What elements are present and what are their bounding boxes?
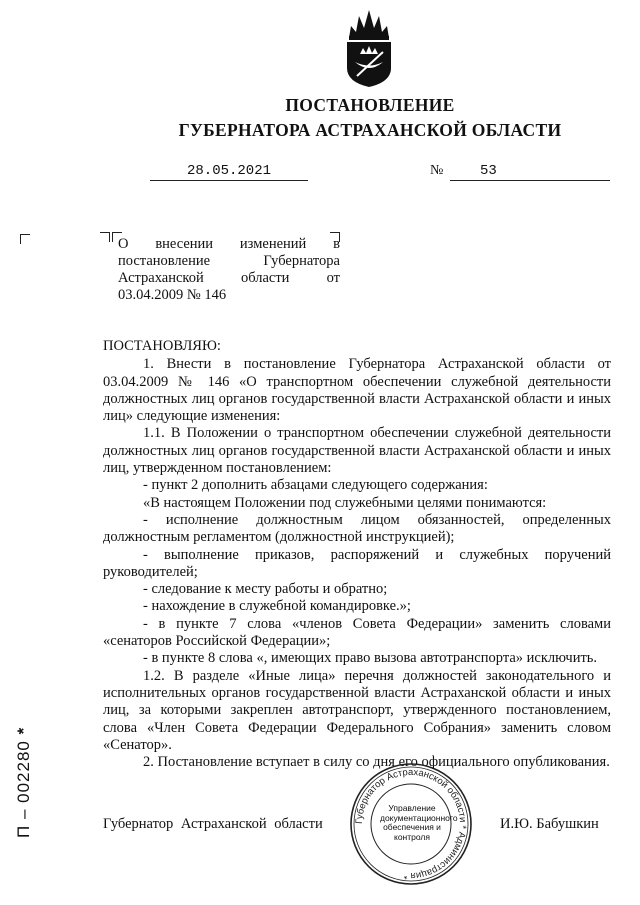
- document-subject: О внесении изменений в постановление Губернатора Астраханской области от 03.04.2009 № 146: [118, 236, 340, 303]
- registration-code: [14, 727, 34, 838]
- document-body: [103, 338, 611, 771]
- stamp-center-text: Управление документационного обеспечения и контроля: [380, 803, 458, 842]
- body-paragraph: - в пункте 8 слова «, имеющих право вызова автотранспорта» исключить.: [143, 650, 598, 667]
- registration-code-text: П – 002280: [14, 740, 33, 838]
- body-paragraph: - в пункте 7 слова «членов Совета Федерации» заменить словами «сенаторов Российской Федерации»;: [103, 615, 611, 650]
- number-sign: №: [430, 163, 444, 178]
- coat-of-arms-icon: [343, 8, 395, 88]
- asterisk-mark: *: [14, 726, 33, 735]
- body-paragraph: 1. Внести в постановление Губернатора Астраханской области от 03.04.2009 № 146 «О транспортном обеспечении служебной деятельности должностных лиц органов государственной власти Астраханской области и иных лиц» следующие изменения:: [103, 356, 611, 425]
- body-paragraph: «В настоящем Положении под служебными целями понимаются:: [143, 494, 547, 511]
- signatory-position: Губернатор Астраханской области: [103, 816, 323, 832]
- body-paragraph: - исполнение должностным лицом обязанностей, определенных должностным регламентом (должностной инструкцией);: [103, 511, 611, 546]
- document-number: 53: [450, 163, 610, 181]
- body-paragraph: - нахождение в служебной командировке.»;: [143, 598, 411, 615]
- signatory-name: И.Ю. Бабушкин: [500, 816, 599, 832]
- stamp-ring-text: Губернатор Астраханской области * Администрация *: [353, 766, 469, 882]
- body-paragraph: 2. Постановление вступает в силу со дня его официального опубликования.: [143, 754, 610, 771]
- body-paragraph: - пункт 2 дополнить абзацами следующего содержания:: [143, 477, 488, 494]
- document-date: 28.05.2021: [150, 163, 308, 181]
- body-heading: ПОСТАНОВЛЯЮ:: [103, 338, 221, 354]
- body-paragraph: 1.1. В Положении о транспортном обеспечении служебной деятельности должностных лиц органов государственной власти Астраханской области и иных лиц, утвержденном постановлением:: [103, 425, 611, 477]
- body-paragraph: - выполнение приказов, распоряжений и служебных поручений руководителей;: [103, 546, 611, 580]
- body-paragraph: 1.2. В разделе «Иные лица» перечня должностей законодательного и исполнительных органов государственной власти Астраханской области и иных лиц, за которыми закреплен автотранспорт, утвержденного постановлением, слова «Член Совета Федерации Федерального Собрания» заменить словом «Сенатор».: [103, 667, 611, 753]
- subject-left-corner-mark: [100, 232, 110, 242]
- body-paragraph: - следование к месту работы и обратно;: [143, 581, 388, 598]
- left-margin-corner-mark: [20, 234, 30, 244]
- document-title: ПОСТАНОВЛЕНИЕ: [285, 95, 455, 115]
- document-issuer: ГУБЕРНАТОРА АСТРАХАНСКОЙ ОБЛАСТИ: [178, 120, 562, 140]
